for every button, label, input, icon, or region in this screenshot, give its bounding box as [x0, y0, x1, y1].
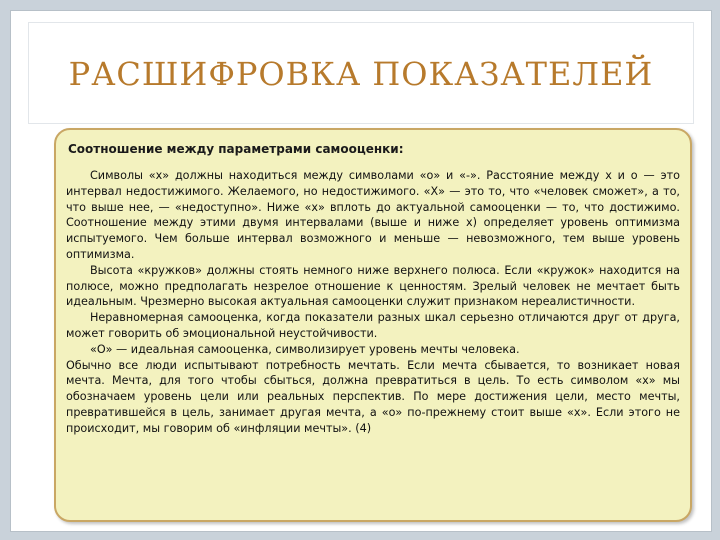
- paragraph-circles: Высота «кружков» должны стоять немного ниже верхнего полюса. Если «кружок» находится на полюсе, можно предполагать незрелое отношение к ценностям. Зрелый человек не мечтает быть идеальным. Чрезмерно высокая актуальная самооценки служит признаком нереалистичности.: [66, 263, 680, 309]
- title-band: [28, 22, 694, 124]
- slide-title: РАСШИФРОВКА ПОКАЗАТЕЛЕЙ: [68, 55, 654, 93]
- paragraph-symbols: Символы «х» должны находиться между символами «о» и «-». Расстояние между х и о — это интервал недостижимого. Желаемого, но недостижимого. «Х» — это то, что «человек сможет», а то, что выше нее, — «недоступно». Ниже «х» вплоть до актуальной самооценки — то, что достижимо. Соотношение между этими двумя интервалами (выше и ниже х) определяет уровень оптимизма испытуемого. Чем больше интервал возможного и меньше — невозможного, тем выше уровень оптимизма.: [66, 169, 680, 261]
- paragraph-uneven: Неравномерная самооценка, когда показатели разных шкал серьезно отличаются друг от друга, может говорить об эмоциональной неустойчивости.: [66, 311, 680, 340]
- paragraph-ideal: «О» — идеальная самооценка, символизирует уровень мечты человека.: [90, 342, 520, 356]
- content-body: [66, 168, 680, 437]
- content-box: [54, 128, 692, 522]
- paragraph-dreams: Обычно все люди испытывают потребность мечтать. Если мечта сбывается, то возникает новая мечта. Мечта, для того чтобы сбыться, должна превратиться в цель. То есть символом «х» мы обозначаем уровень цели или реальных перспектив. По мере достижения цели, место мечты, превратившейся в цель, занимает другая мечта, а «о» по-прежнему стоит выше «х». Если этого не происходит, мы говорим об «инфляции мечты». (4): [66, 358, 680, 435]
- content-subtitle: Соотношение между параметрами самооценки:: [68, 142, 404, 156]
